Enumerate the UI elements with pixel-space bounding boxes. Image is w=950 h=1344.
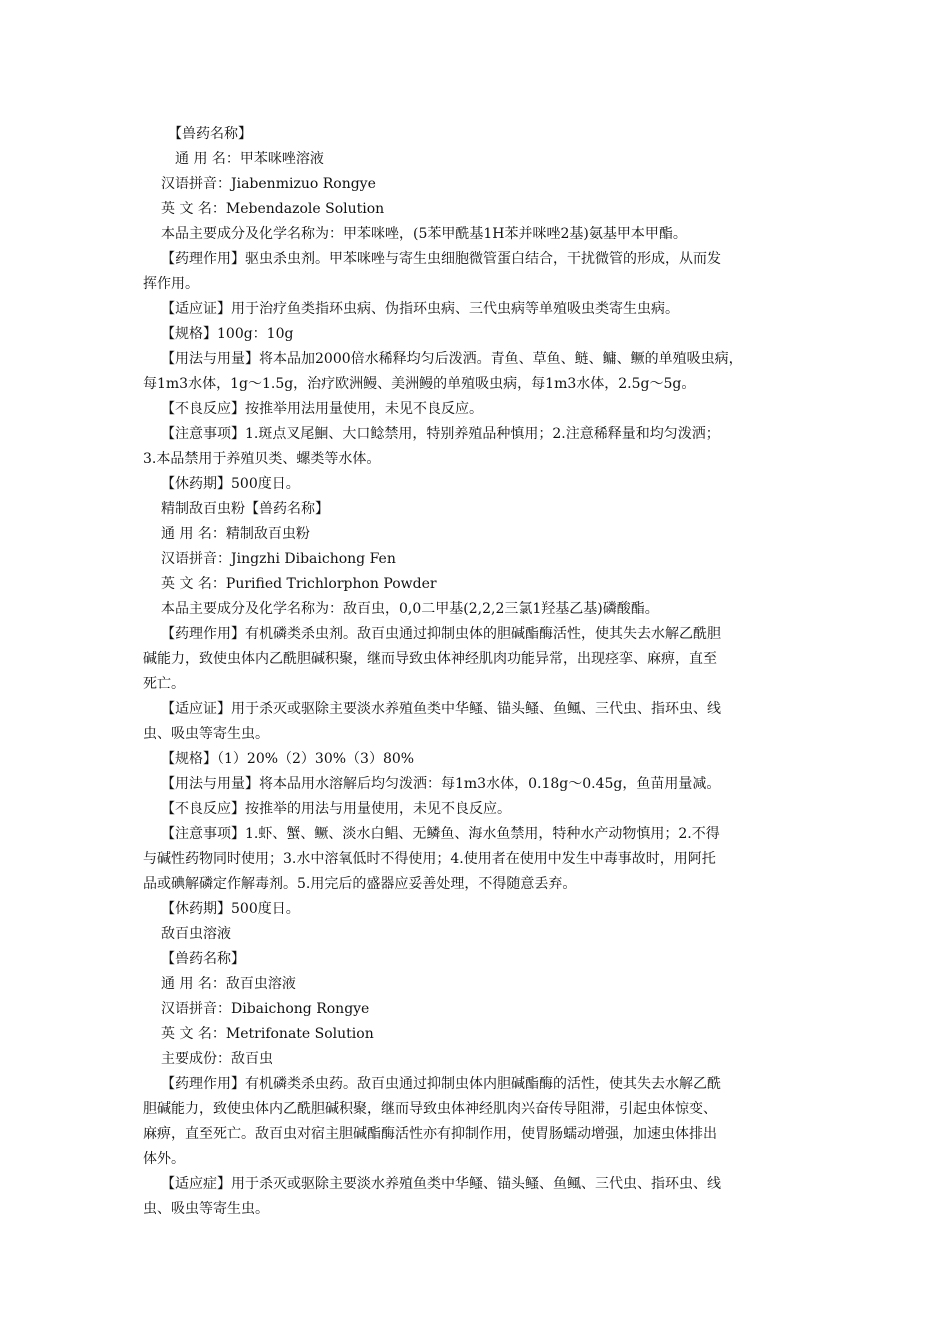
text-line: 通 用 名：精制敌百虫粉 [161,526,310,542]
text-line: 【用法与用量】将本品用水溶解后均匀泼洒：每1m3水体，0.18g～0.45g，鱼苗用量减。 [161,776,721,792]
text-line: 【药理作用】驱虫杀虫剂。甲苯咪唑与寄生虫细胞微管蛋白结合，干扰微管的形成，从而发 [161,251,721,267]
text-line: 死亡。 [143,676,185,692]
text-line: 【适应症】用于杀灭或驱除主要淡水养殖鱼类中华鳋、锚头鳋、鱼鲺、三代虫、指环虫、线 [161,1176,721,1192]
text-line: 英 文 名：Metrifonate Solution [161,1026,374,1042]
text-line: 品或碘解磷定作解毒剂。5.用完后的盛器应妥善处理，不得随意丢弃。 [143,876,577,892]
text-line: 胆碱能力，致使虫体内乙酰胆碱积聚，继而导致虫体神经肌肉兴奋传导阻滞，引起虫体惊变、 [143,1101,717,1117]
text-line: 英 文 名：Purified Trichlorphon Powder [161,576,437,592]
text-line: 【注意事项】1.虾、蟹、鳜、淡水白鲳、无鳞鱼、海水鱼禁用，特种水产动物慎用；2.不得 [161,826,720,842]
text-line: 【规格】（1）20%（2）30%（3）80% [161,751,415,767]
text-line: 碱能力，致使虫体内乙酰胆碱积聚，继而导致虫体神经肌肉功能异常，出现痉挛、麻痹，直至 [143,651,717,667]
text-line: 精制敌百虫粉【兽药名称】 [161,501,329,517]
text-line: 虫、吸虫等寄生虫。 [143,726,269,742]
document-page [143,122,803,1222]
text-line: 【规格】100g：10g [161,326,294,342]
text-line: 汉语拼音：Jiabenmizuo Rongye [161,176,376,192]
text-line: 汉语拼音：Dibaichong Rongye [161,1001,370,1017]
text-line: 【注意事项】1.斑点叉尾鮰、大口鲶禁用，特别养殖品种慎用；2.注意稀释量和均匀泼洒； [161,426,720,442]
text-line: 与碱性药物同时使用；3.水中溶氧低时不得使用；4.使用者在使用中发生中毒事故时，用阿托 [143,851,716,867]
text-line: 虫、吸虫等寄生虫。 [143,1201,269,1217]
text-line: 通 用 名：甲苯咪唑溶液 [161,151,324,167]
text-line: 本品主要成分及化学名称为：甲苯咪唑，(5苯甲酰基1H苯并咪唑2基)氨基甲本甲酯。 [161,226,687,242]
text-line: 通 用 名：敌百虫溶液 [161,976,296,992]
text-line: 英 文 名：Mebendazole Solution [161,201,385,217]
text-line: 挥作用。 [143,276,199,292]
text-line: 【适应证】用于治疗鱼类指环虫病、伪指环虫病、三代虫病等单殖吸虫类寄生虫病。 [161,301,679,317]
text-line: 【不良反应】按推举的用法与用量使用，未见不良反应。 [161,801,511,817]
text-line: 每1m3水体，1g～1.5g，治疗欧洲鳗、美洲鳗的单殖吸虫病，每1m3水体，2.5g～5g。 [143,376,696,392]
text-line: 【不良反应】按推举用法用量使用，未见不良反应。 [161,401,483,417]
text-line: 麻痹，直至死亡。敌百虫对宿主胆碱酯酶活性亦有抑制作用，使胃肠蠕动增强，加速虫体排出 [143,1126,717,1142]
text-line: 【药理作用】有机磷类杀虫药。敌百虫通过抑制虫体内胆碱酯酶的活性，使其失去水解乙酰 [161,1076,721,1092]
text-line: 【药理作用】有机磷类杀虫剂。敌百虫通过抑制虫体的胆碱酯酶活性，使其失去水解乙酰胆 [161,626,721,642]
text-line: 本品主要成分及化学名称为：敌百虫，0,0二甲基(2,2,2三氯1羟基乙基)磷酸酯。 [161,601,659,617]
text-line: 【休药期】500度日。 [161,476,300,492]
text-line: 体外。 [143,1151,185,1167]
text-line: 【休药期】500度日。 [161,901,300,917]
text-line: 【用法与用量】将本品加2000倍水稀释均匀后泼洒。青鱼、草鱼、鲢、鳙、鳜的单殖吸虫病， [161,351,743,367]
text-line: 主要成份：敌百虫 [161,1051,273,1067]
text-line: 【兽药名称】 [161,951,245,967]
text-line: 3.本品禁用于养殖贝类、螺类等水体。 [143,451,381,467]
text-line: 【兽药名称】 [161,126,252,142]
text-line: 敌百虫溶液 [161,926,231,942]
text-line: 汉语拼音：Jingzhi Dibaichong Fen [161,551,396,567]
text-line: 【适应证】用于杀灭或驱除主要淡水养殖鱼类中华鳋、锚头鳋、鱼鲺、三代虫、指环虫、线 [161,701,721,717]
